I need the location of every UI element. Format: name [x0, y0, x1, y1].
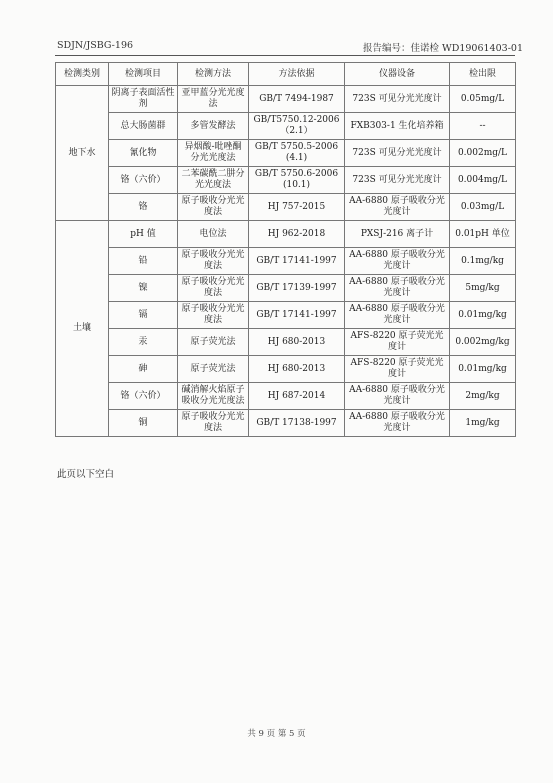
method-cell: 多管发酵法 [178, 113, 249, 140]
method-cell: 电位法 [178, 221, 249, 248]
basis-cell: GB/T5750.12-2006 （2.1） [249, 113, 345, 140]
table-row [56, 221, 516, 248]
column-header: 检出限 [450, 63, 516, 86]
method-cell: 原子吸收分光光度法 [178, 410, 249, 437]
instrument-cell: AFS-8220 原子荧光光度计 [345, 329, 450, 356]
instrument-cell: PXSJ-216 离子计 [345, 221, 450, 248]
table-row [56, 302, 516, 329]
category-cell: 土壤 [56, 221, 109, 437]
method-cell: 原子吸收分光光度法 [178, 275, 249, 302]
instrument-cell: AA-6880 原子吸收分光光度计 [345, 302, 450, 329]
item-cell: 氰化物 [109, 140, 178, 167]
method-cell: 原子荧光法 [178, 356, 249, 383]
basis-cell: HJ 680-2013 [249, 356, 345, 383]
method-cell: 二苯碳酰二肼分光光度法 [178, 167, 249, 194]
document-code: SDJN/JSBG-196 [57, 40, 134, 51]
instrument-cell: 723S 可见分光光度计 [345, 86, 450, 113]
basis-cell: GB/T 17141-1997 [249, 248, 345, 275]
instrument-cell: AA-6880 原子吸收分光光度计 [345, 275, 450, 302]
instrument-cell: AA-6880 原子吸收分光光度计 [345, 194, 450, 221]
method-cell: 亚甲蓝分光光度法 [178, 86, 249, 113]
method-cell: 异烟酸-吡唑酮分光光度法 [178, 140, 249, 167]
report-number: 报告编号：佳诺检 WD19061403-01 [362, 43, 523, 54]
limit-cell: 0.01mg/kg [450, 302, 516, 329]
column-header: 检测项目 [109, 63, 178, 86]
instrument-cell: AA-6880 原子吸收分光光度计 [345, 410, 450, 437]
limit-cell: 0.01pH 单位 [450, 221, 516, 248]
item-cell: 阴离子表面活性剂 [109, 86, 178, 113]
limit-cell: 0.03mg/L [450, 194, 516, 221]
table-row [56, 167, 516, 194]
limit-cell: 0.05mg/L [450, 86, 516, 113]
method-cell: 原子吸收分光光度法 [178, 194, 249, 221]
blank-page-note: 此页以下空白 [57, 469, 115, 480]
header-divider [55, 55, 515, 56]
item-cell: 铬 [109, 194, 178, 221]
instrument-cell: AA-6880 原子吸收分光光度计 [345, 383, 450, 410]
limit-cell: 0.002mg/L [450, 140, 516, 167]
limit-cell: 5mg/kg [450, 275, 516, 302]
item-cell: 砷 [109, 356, 178, 383]
table-row [56, 140, 516, 167]
table-row [56, 86, 516, 113]
column-header: 检测类别 [56, 63, 109, 86]
limit-cell: 0.1mg/kg [450, 248, 516, 275]
table-row [56, 275, 516, 302]
column-header: 方法依据 [249, 63, 345, 86]
item-cell: pH 值 [109, 221, 178, 248]
item-cell: 镍 [109, 275, 178, 302]
item-cell: 铅 [109, 248, 178, 275]
basis-cell: GB/T 5750.5-2006 (4.1) [249, 140, 345, 167]
basis-cell: HJ 962-2018 [249, 221, 345, 248]
method-cell: 原子荧光法 [178, 329, 249, 356]
basis-cell: HJ 687-2014 [249, 383, 345, 410]
table-row [56, 113, 516, 140]
item-cell: 总大肠菌群 [109, 113, 178, 140]
page-number: 共 9 页 第 5 页 [247, 729, 306, 739]
table-header-row [56, 63, 516, 86]
basis-cell: HJ 680-2013 [249, 329, 345, 356]
limit-cell: 0.004mg/L [450, 167, 516, 194]
table-row [56, 329, 516, 356]
limit-cell: 0.01mg/kg [450, 356, 516, 383]
test-methods-table [55, 62, 516, 437]
item-cell: 铬（六价） [109, 383, 178, 410]
item-cell: 铬（六价） [109, 167, 178, 194]
table-row [56, 410, 516, 437]
limit-cell: 1mg/kg [450, 410, 516, 437]
basis-cell: GB/T 7494-1987 [249, 86, 345, 113]
table-row [56, 248, 516, 275]
category-cell: 地下水 [56, 86, 109, 221]
basis-cell: GB/T 17138-1997 [249, 410, 345, 437]
instrument-cell: AFS-8220 原子荧光光度计 [345, 356, 450, 383]
table-row [56, 383, 516, 410]
table-row [56, 356, 516, 383]
item-cell: 铜 [109, 410, 178, 437]
column-header: 仪器设备 [345, 63, 450, 86]
basis-cell: GB/T 5750.6-2006 (10.1) [249, 167, 345, 194]
instrument-cell: FXB303-1 生化培养箱 [345, 113, 450, 140]
method-cell: 原子吸收分光光度法 [178, 248, 249, 275]
method-cell: 碱消解火焰原子吸收分光光度法 [178, 383, 249, 410]
basis-cell: GB/T 17139-1997 [249, 275, 345, 302]
table-row [56, 194, 516, 221]
instrument-cell: 723S 可见分光光度计 [345, 167, 450, 194]
column-header: 检测方法 [178, 63, 249, 86]
basis-cell: GB/T 17141-1997 [249, 302, 345, 329]
instrument-cell: 723S 可见分光光度计 [345, 140, 450, 167]
instrument-cell: AA-6880 原子吸收分光光度计 [345, 248, 450, 275]
limit-cell: 2mg/kg [450, 383, 516, 410]
method-cell: 原子吸收分光光度法 [178, 302, 249, 329]
limit-cell: 0.002mg/kg [450, 329, 516, 356]
basis-cell: HJ 757-2015 [249, 194, 345, 221]
item-cell: 汞 [109, 329, 178, 356]
item-cell: 镉 [109, 302, 178, 329]
limit-cell: -- [450, 113, 516, 140]
